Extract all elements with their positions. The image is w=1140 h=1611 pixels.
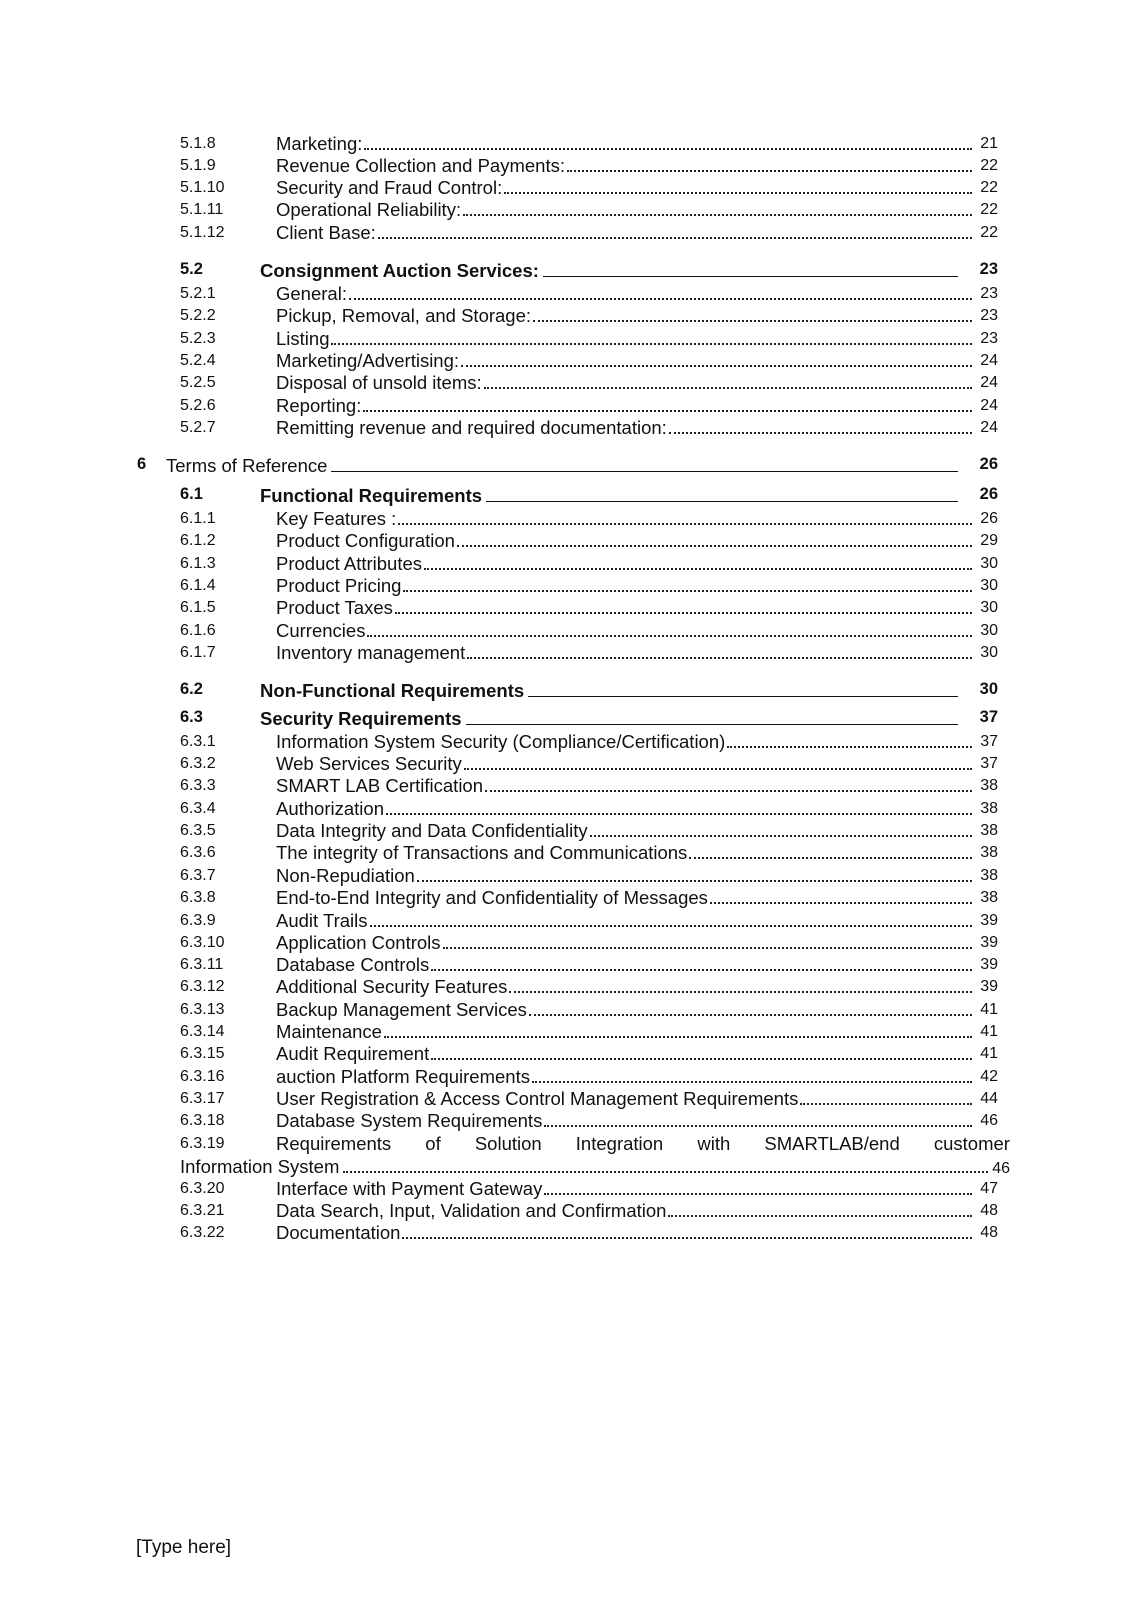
toc-entry-page: 39 [980, 956, 998, 973]
toc-entry-number: 6.1.4 [180, 577, 216, 594]
toc-entry-number: 6.1.5 [180, 599, 216, 616]
toc-entry-title-leader [276, 975, 974, 998]
toc-entry-title-leader [276, 1042, 974, 1065]
toc-entry-title: Security Requirements [260, 708, 462, 729]
toc-entry-page: 38 [980, 867, 998, 884]
toc-entry-title: Web Services Security [276, 753, 462, 774]
toc-entry-number: 6.3.4 [180, 800, 216, 817]
toc-leader [484, 371, 972, 389]
toc-entry-number: 6.3.19 [180, 1135, 225, 1152]
toc-leader [710, 886, 972, 904]
toc-leader [403, 574, 972, 592]
toc-entry-title: Marketing: [276, 133, 363, 154]
toc-entry[interactable] [0, 132, 1140, 155]
toc-entry-number: 6.3.9 [180, 912, 216, 929]
toc-leader [727, 730, 972, 748]
toc-entry-page: 39 [980, 934, 998, 951]
toc-entry-title: Data Search, Input, Validation and Confirmation [276, 1200, 667, 1221]
toc-entry-page: 30 [980, 644, 998, 661]
toc-leader [349, 282, 972, 300]
toc-entry-title-leader [276, 529, 974, 552]
toc-entry-title: Audit Trails [276, 910, 368, 931]
toc-entry-title-leader [276, 841, 974, 864]
toc-entry-number: 6.3.21 [180, 1202, 225, 1219]
toc-entry-title: Pickup, Removal, and Storage: [276, 305, 532, 326]
toc-entry-title-leader [260, 483, 962, 506]
toc-entry-title-leader [276, 774, 974, 797]
toc-entry-title-leader [276, 154, 974, 177]
toc-entry[interactable] [0, 774, 1140, 797]
toc-entry-title: Reporting: [276, 395, 362, 416]
toc-entry-title: Data Integrity and Data Confidentiality [276, 820, 588, 841]
toc-leader [485, 774, 972, 792]
toc-entry-number: 6.3 [180, 708, 203, 726]
toc-leader [331, 453, 958, 472]
toc-entry-title: End-to-End Integrity and Confidentiality of Messages [276, 887, 708, 908]
toc-entry-title-leader [276, 552, 974, 575]
toc-entry-title: Product Pricing [276, 575, 402, 596]
toc-entry-page: 22 [980, 179, 998, 196]
toc-entry-page: 24 [980, 397, 998, 414]
toc-entry[interactable] [0, 327, 1140, 350]
toc-leader [544, 1177, 972, 1195]
toc-entry-title-leader [276, 953, 974, 976]
toc-leader [431, 1042, 972, 1060]
toc-leader [543, 258, 958, 277]
toc-entry-page: 22 [980, 224, 998, 241]
toc-entry-page: 23 [980, 330, 998, 347]
toc-leader [457, 529, 972, 547]
toc-entry[interactable] [0, 1177, 1140, 1200]
toc-leader [384, 1020, 972, 1038]
toc-entry-page: 24 [980, 419, 998, 436]
toc-entry[interactable] [0, 1042, 1140, 1065]
toc-entry-title-leader [276, 886, 974, 909]
toc-entry-page: 30 [980, 577, 998, 594]
toc-entry-number: 6.1.2 [180, 532, 216, 549]
toc-entry-title: Consignment Auction Services: [260, 260, 539, 281]
toc-entry[interactable] [0, 641, 1140, 664]
toc-entry-number: 6.3.14 [180, 1023, 225, 1040]
toc-entry-title-leader [276, 1020, 974, 1043]
toc-entry-page: 26 [980, 510, 998, 527]
toc-leader [466, 706, 958, 725]
toc-entry-title-leader [276, 1065, 974, 1088]
toc-entry-title: Revenue Collection and Payments: [276, 155, 565, 176]
toc-entry-number: 6.3.10 [180, 934, 225, 951]
toc-entry[interactable] [0, 752, 1140, 775]
toc-entry-page: 30 [980, 622, 998, 639]
toc-entry-title-leader [276, 864, 974, 887]
toc-leader [424, 552, 972, 570]
toc-entry-title: Security and Fraud Control: [276, 177, 503, 198]
toc-entry-page: 39 [980, 912, 998, 929]
toc-entry-page: 26 [979, 455, 998, 473]
footer-text: [Type here] [136, 1537, 232, 1558]
toc-entry-title-leader [276, 909, 974, 932]
toc-entry-number: 6.1.7 [180, 644, 216, 661]
toc-leader [504, 176, 972, 194]
toc-entry-page: 21 [980, 135, 998, 152]
toc-entry-number: 6.2 [180, 680, 203, 698]
toc-entry-number: 6.3.7 [180, 867, 216, 884]
toc-entry-number: 5.1.9 [180, 157, 216, 174]
toc-entry-title: Information System Security (Compliance/Certification) [276, 731, 726, 752]
toc-entry-number: 6.1.1 [180, 510, 216, 527]
toc-entry-title: Client Base: [276, 222, 376, 243]
toc-leader [364, 132, 972, 150]
toc-entry-title-leader [276, 221, 974, 244]
toc-entry-title: Product Taxes [276, 597, 393, 618]
toc-entry-title-leader [276, 132, 974, 155]
toc-leader [486, 483, 958, 502]
toc-entry-number: 5.2.6 [180, 397, 216, 414]
toc-entry-page: 47 [980, 1180, 998, 1197]
toc-entry-title-leader [276, 1221, 974, 1244]
toc-entry-title: Product Configuration [276, 530, 455, 551]
toc-entry[interactable] [0, 864, 1140, 887]
toc-entry-page: 48 [980, 1224, 998, 1241]
toc-entry-title-leader [276, 507, 974, 530]
toc-entry[interactable] [0, 909, 1140, 932]
toc-entry-page: 29 [980, 532, 998, 549]
toc-entry-page: 38 [980, 800, 998, 817]
toc-entry-title-leader [260, 678, 962, 701]
toc-entry-title: Listing [276, 328, 330, 349]
toc-entry[interactable] [0, 154, 1140, 177]
toc-entry-number: 6.3.17 [180, 1090, 225, 1107]
toc-entry-title-leader [276, 752, 974, 775]
toc-entry-number: 6.3.2 [180, 755, 216, 772]
toc-entry-page: 26 [979, 485, 998, 503]
toc-leader [467, 641, 972, 659]
toc-entry[interactable] [0, 282, 1140, 305]
toc-entry-title: General: [276, 283, 347, 304]
toc-entry-title-leader [166, 453, 962, 476]
toc-leader [461, 349, 972, 367]
toc-entry[interactable] [0, 371, 1140, 394]
toc-leader [464, 752, 972, 770]
toc-leader [463, 198, 972, 216]
toc-entry-number: 5.1.8 [180, 135, 216, 152]
toc-entry-title-leader [276, 730, 974, 753]
toc-entry[interactable] [0, 483, 1140, 506]
toc-entry-title: Remitting revenue and required documentation: [276, 417, 667, 438]
toc-leader [417, 864, 972, 882]
toc-leader-dots [343, 1155, 988, 1173]
toc-entry-page: 46 [980, 1112, 998, 1129]
toc-entry-title-leader [276, 596, 974, 619]
toc-entry[interactable] [0, 416, 1140, 439]
toc-entry-number: 5.2.2 [180, 307, 216, 324]
toc-entry[interactable] [0, 998, 1140, 1021]
toc-leader [363, 394, 972, 412]
toc-entry-number: 6.3.18 [180, 1112, 225, 1129]
toc-entry-number: 6.3.5 [180, 822, 216, 839]
toc-entry-number: 6.1.3 [180, 555, 216, 572]
toc-entry-page: 41 [980, 1001, 998, 1018]
toc-leader [590, 819, 972, 837]
toc-entry[interactable] [0, 841, 1140, 864]
toc-entry-title: Product Attributes [276, 553, 423, 574]
toc-entry-page: 23 [980, 285, 998, 302]
toc-entry-title: Additional Security Features [276, 976, 508, 997]
toc-entry-title-leader [276, 349, 974, 372]
toc-entry-number: 5.2.4 [180, 352, 216, 369]
toc-entry-title-leader [276, 394, 974, 417]
toc-entry-title-leader [276, 1087, 974, 1110]
toc-entry-line-1 [180, 1132, 1010, 1155]
toc-entry-title: User Registration & Access Control Management Requirements [276, 1088, 799, 1109]
toc-entry[interactable] [0, 304, 1140, 327]
toc-entry-title-leader [276, 198, 974, 221]
toc-entry[interactable] [0, 552, 1140, 575]
toc-entry-title-leader [276, 1109, 974, 1132]
toc-entry[interactable] [0, 529, 1140, 552]
toc-leader [509, 975, 972, 993]
toc-entry[interactable] [0, 953, 1140, 976]
toc-entry-page: 23 [979, 260, 998, 278]
toc-entry-title-leader [276, 931, 974, 954]
toc-entry-title-leader [276, 619, 974, 642]
toc-entry-number: 5.2.7 [180, 419, 216, 436]
toc-leader [544, 1109, 972, 1127]
toc-entry-page: 38 [980, 844, 998, 861]
toc-entry-title-leader [276, 327, 974, 350]
toc-entry-title-leader [276, 304, 974, 327]
toc-entry-title: The integrity of Transactions and Communications [276, 842, 688, 863]
toc-entry-number: 6.3.22 [180, 1224, 225, 1241]
toc-entry[interactable] [0, 574, 1140, 597]
toc-entry-page: 30 [979, 680, 998, 698]
toc-entry-title-leader [276, 176, 974, 199]
toc-entry-page: 41 [980, 1023, 998, 1040]
toc-entry-number: 5.2.1 [180, 285, 216, 302]
toc-entry-title: Inventory management [276, 642, 466, 663]
toc-entry-page: 38 [980, 889, 998, 906]
toc-leader [386, 797, 972, 815]
toc-leader [370, 909, 972, 927]
toc-leader [395, 596, 972, 614]
toc-entry[interactable] [0, 730, 1140, 753]
toc-leader [567, 154, 972, 172]
toc-entry-page: 22 [980, 201, 998, 218]
toc-entry-number: 6.3.1 [180, 733, 216, 750]
toc-leader [669, 416, 972, 434]
toc-entry-title-leader [276, 819, 974, 842]
toc-entry[interactable] [0, 797, 1140, 820]
toc-entry-page: 37 [980, 755, 998, 772]
toc-entry-number: 6.3.3 [180, 777, 216, 794]
toc-entry-number: 5.1.10 [180, 179, 225, 196]
toc-entry-line-2 [180, 1155, 1010, 1178]
toc-entry[interactable] [0, 1065, 1140, 1088]
toc-entry-title: Key Features : [276, 508, 397, 529]
toc-entry-page: 23 [980, 307, 998, 324]
toc-entry-title-leader [260, 258, 962, 281]
toc-entry-page: 39 [980, 978, 998, 995]
toc-leader [528, 678, 958, 697]
toc-entry-page: 38 [980, 777, 998, 794]
toc-leader [331, 327, 972, 345]
toc-leader [800, 1087, 972, 1105]
toc-entry-page: 30 [980, 599, 998, 616]
toc-entry[interactable] [0, 176, 1140, 199]
toc-entry-page: 30 [980, 555, 998, 572]
toc-entry[interactable] [0, 198, 1140, 221]
toc-entry-page: 38 [980, 822, 998, 839]
toc-entry[interactable] [0, 819, 1140, 842]
toc-entry-title: SMART LAB Certification [276, 775, 484, 796]
toc-entry-page: 41 [980, 1045, 998, 1062]
toc-entry-number: 5.1.11 [180, 201, 224, 218]
toc-entry-title: Audit Requirement [276, 1043, 430, 1064]
toc-entry-page: 37 [979, 708, 998, 726]
toc-entry-number: 6.3.12 [180, 978, 225, 995]
toc-entry-title: Database System Requirements [276, 1110, 543, 1131]
toc-entry-page: 24 [980, 374, 998, 391]
toc-entry-page: 44 [980, 1090, 998, 1107]
toc-entry-title: Terms of Reference [166, 455, 328, 476]
toc-entry-page: 22 [980, 157, 998, 174]
toc-entry[interactable] [0, 394, 1140, 417]
toc-entry[interactable] [0, 349, 1140, 372]
toc-entry-page: 48 [980, 1202, 998, 1219]
toc-entry-number: 6.3.11 [180, 956, 224, 973]
toc-entry-title: Currencies [276, 620, 366, 641]
toc-entry-title-leader [276, 574, 974, 597]
toc-entry-title: Requirements of Solution Integration with SMARTLAB/end customer [276, 1133, 1010, 1154]
toc-entry[interactable] [0, 1109, 1140, 1132]
toc-entry-number: 6.3.13 [180, 1001, 225, 1018]
toc-entry-number: 5.2 [180, 260, 203, 278]
toc-entry-title-leader [276, 1199, 974, 1222]
toc-leader [689, 841, 972, 859]
toc-entry-title: Maintenance [276, 1021, 382, 1042]
toc-entry-title-leader [276, 416, 974, 439]
toc-entry-title-leader [276, 797, 974, 820]
toc-entry-page: 24 [980, 352, 998, 369]
toc-entry-number: 6.3.16 [180, 1068, 225, 1085]
toc-entry-title: Interface with Payment Gateway [276, 1178, 543, 1199]
toc-entry[interactable] [0, 1087, 1140, 1110]
toc-leader [529, 998, 972, 1016]
toc-entry-title: Non-Repudiation [276, 865, 415, 886]
toc-entry-title: Marketing/Advertising: [276, 350, 460, 371]
toc-leader [402, 1221, 972, 1239]
toc-entry[interactable] [0, 706, 1140, 729]
toc-entry-title-leader [276, 998, 974, 1021]
toc-leader [367, 619, 972, 637]
toc-entry-title: Backup Management Services [276, 999, 527, 1020]
toc-entry[interactable] [0, 596, 1140, 619]
toc-entry-number: 6.3.20 [180, 1180, 225, 1197]
toc-entry-title-leader [276, 1177, 974, 1200]
toc-entry-title-leader [276, 282, 974, 305]
toc-entry[interactable] [0, 221, 1140, 244]
toc-entry[interactable] [0, 1199, 1140, 1222]
toc-entry[interactable] [0, 886, 1140, 909]
toc-leader [398, 507, 972, 525]
toc-entry-title: auction Platform Requirements [276, 1066, 530, 1087]
toc-leader [431, 953, 972, 971]
toc-entry[interactable] [0, 1221, 1140, 1244]
toc-entry-page: 46 [992, 1160, 1010, 1177]
toc-entry[interactable] [0, 975, 1140, 998]
toc-entry-number: 6.1 [180, 485, 203, 503]
toc-entry-title: Documentation [276, 1222, 401, 1243]
toc-entry-title-cont: Information System [180, 1156, 340, 1177]
toc-entry[interactable] [0, 931, 1140, 954]
toc-entry[interactable] [0, 507, 1140, 530]
toc-entry[interactable] [0, 1020, 1140, 1043]
toc-entry[interactable] [0, 258, 1140, 281]
toc-entry-title: Operational Reliability: [276, 199, 462, 220]
toc-entry-title: Authorization [276, 798, 384, 819]
toc-entry[interactable] [0, 619, 1140, 642]
toc-entry-number: 5.2.5 [180, 374, 216, 391]
toc-leader [668, 1199, 972, 1217]
toc-entry-title: Disposal of unsold items: [276, 372, 482, 393]
toc-entry-number: 5.1.12 [180, 224, 225, 241]
toc-entry-number: 6.3.15 [180, 1045, 225, 1062]
toc-entry-page: 37 [980, 733, 998, 750]
toc-entry-title: Database Controls [276, 954, 430, 975]
toc-entry-number: 5.2.3 [180, 330, 216, 347]
toc-leader [443, 931, 972, 949]
toc-entry[interactable] [0, 678, 1140, 701]
toc-entry[interactable] [0, 453, 1140, 476]
toc-leader [533, 304, 972, 322]
toc-entry-title-leader [276, 641, 974, 664]
toc-entry-title: Application Controls [276, 932, 441, 953]
toc-entry-number: 6.3.6 [180, 844, 216, 861]
toc-entry-number: 6 [137, 455, 147, 473]
toc-entry-title: Non-Functional Requirements [260, 680, 525, 701]
toc-leader [532, 1065, 972, 1083]
toc-entry-number: 6.1.6 [180, 622, 216, 639]
toc-entry-page: 42 [980, 1068, 998, 1085]
toc-leader [378, 221, 972, 239]
toc-entry-title-leader [276, 371, 974, 394]
toc-entry-title-leader [260, 706, 962, 729]
toc-entry-number: 6.3.8 [180, 889, 216, 906]
toc-entry-title: Functional Requirements [260, 485, 483, 506]
